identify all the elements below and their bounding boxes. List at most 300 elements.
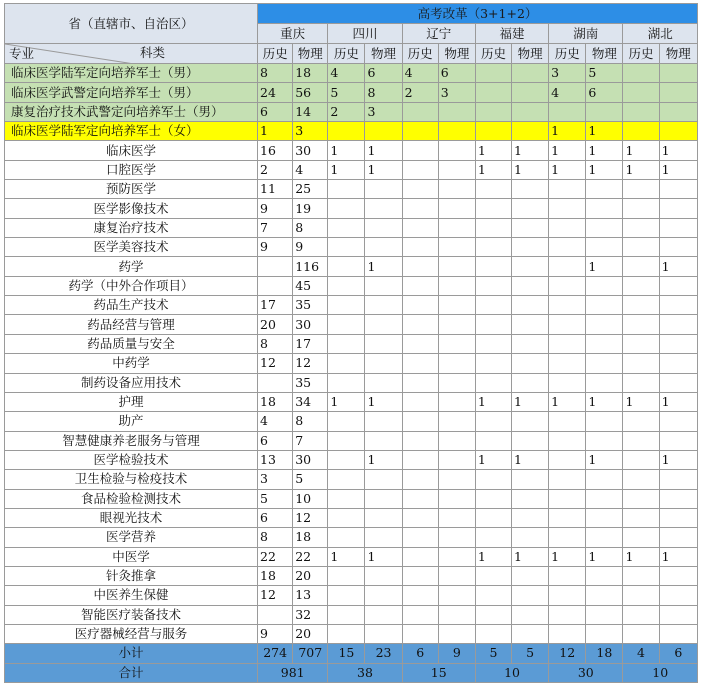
quota-cell — [549, 180, 586, 199]
major-name: 护理 — [5, 392, 258, 411]
quota-cell — [402, 470, 438, 489]
quota-cell: 1 — [549, 160, 586, 179]
quota-cell — [512, 180, 549, 199]
quota-cell: 1 — [623, 141, 659, 160]
quota-cell — [623, 276, 659, 295]
quota-cell — [328, 199, 365, 218]
quota-cell: 5 — [328, 83, 365, 102]
quota-cell — [512, 64, 549, 83]
quota-cell: 8 — [258, 64, 293, 83]
quota-cell: 1 — [586, 160, 623, 179]
quota-cell — [475, 296, 511, 315]
major-label: 专业 — [9, 46, 35, 61]
quota-cell — [512, 586, 549, 605]
major-name: 临床医学陆军定向培养军士（男） — [5, 64, 258, 83]
quota-cell — [438, 373, 475, 392]
major-name: 中药学 — [5, 354, 258, 373]
quota-cell — [659, 238, 697, 257]
quota-cell — [623, 566, 659, 585]
quota-cell: 10 — [293, 489, 328, 508]
quota-cell — [659, 64, 697, 83]
quota-cell — [365, 566, 402, 585]
quota-cell — [549, 354, 586, 373]
quota-cell: 1 — [258, 122, 293, 141]
quota-cell — [586, 373, 623, 392]
major-name: 医学检验技术 — [5, 450, 258, 469]
quota-cell — [475, 122, 511, 141]
quota-cell — [365, 122, 402, 141]
quota-cell — [512, 431, 549, 450]
quota-cell — [659, 354, 697, 373]
quota-cell: 3 — [293, 122, 328, 141]
subject-history: 历史 — [475, 44, 511, 64]
quota-cell — [512, 315, 549, 334]
quota-cell — [512, 257, 549, 276]
quota-cell — [659, 528, 697, 547]
quota-cell — [328, 296, 365, 315]
quota-cell — [475, 334, 511, 353]
quota-cell: 2 — [402, 83, 438, 102]
quota-cell: 30 — [293, 141, 328, 160]
quota-cell — [402, 122, 438, 141]
quota-cell — [402, 334, 438, 353]
table-row — [5, 528, 698, 547]
quota-cell — [258, 373, 293, 392]
major-name: 康复治疗技术 — [5, 218, 258, 237]
quota-cell: 1 — [512, 141, 549, 160]
major-name: 医疗器械经营与服务 — [5, 624, 258, 643]
subject-history: 历史 — [328, 44, 365, 64]
quota-cell — [365, 315, 402, 334]
quota-cell — [586, 489, 623, 508]
quota-cell — [586, 605, 623, 624]
total-row — [5, 663, 698, 682]
quota-cell: 1 — [549, 547, 586, 566]
quota-cell — [438, 276, 475, 295]
quota-cell — [586, 102, 623, 121]
quota-cell — [328, 354, 365, 373]
quota-cell — [402, 160, 438, 179]
quota-cell: 1 — [586, 122, 623, 141]
quota-cell — [438, 450, 475, 469]
quota-cell: 30 — [293, 315, 328, 334]
quota-cell — [586, 218, 623, 237]
total-cell: 38 — [328, 663, 402, 682]
major-name: 临床医学陆军定向培养军士（女） — [5, 122, 258, 141]
subject-history: 历史 — [549, 44, 586, 64]
quota-cell — [659, 218, 697, 237]
table-row — [5, 470, 698, 489]
major-name: 药品经营与管理 — [5, 315, 258, 334]
major-name: 针灸推拿 — [5, 566, 258, 585]
quota-cell: 1 — [512, 392, 549, 411]
quota-cell: 8 — [258, 334, 293, 353]
quota-cell — [549, 238, 586, 257]
subject-history: 历史 — [623, 44, 659, 64]
quota-cell — [402, 547, 438, 566]
total-label: 合计 — [5, 663, 258, 682]
total-cell: 981 — [258, 663, 328, 682]
quota-cell: 25 — [293, 180, 328, 199]
major-name: 医学影像技术 — [5, 199, 258, 218]
table-row — [5, 489, 698, 508]
table-row — [5, 296, 698, 315]
quota-cell — [402, 431, 438, 450]
major-name: 预防医学 — [5, 180, 258, 199]
quota-cell: 17 — [258, 296, 293, 315]
quota-cell: 7 — [258, 218, 293, 237]
subtotal-cell: 274 — [258, 644, 293, 663]
quota-cell — [402, 315, 438, 334]
quota-cell — [549, 276, 586, 295]
quota-cell: 18 — [293, 528, 328, 547]
quota-cell — [258, 276, 293, 295]
subtotal-cell: 23 — [365, 644, 402, 663]
quota-cell — [438, 122, 475, 141]
quota-cell — [623, 489, 659, 508]
quota-cell — [475, 276, 511, 295]
quota-cell — [402, 412, 438, 431]
quota-cell — [402, 102, 438, 121]
quota-cell: 1 — [549, 141, 586, 160]
quota-cell — [402, 218, 438, 237]
quota-cell — [623, 470, 659, 489]
quota-cell — [475, 412, 511, 431]
quota-cell — [438, 334, 475, 353]
quota-cell: 17 — [293, 334, 328, 353]
quota-cell: 1 — [586, 392, 623, 411]
quota-cell: 16 — [258, 141, 293, 160]
quota-cell — [328, 605, 365, 624]
table-row — [5, 160, 698, 179]
quota-cell — [438, 141, 475, 160]
quota-cell — [549, 450, 586, 469]
major-name: 医学美容技术 — [5, 238, 258, 257]
quota-cell: 34 — [293, 392, 328, 411]
quota-cell: 20 — [293, 566, 328, 585]
quota-cell — [512, 489, 549, 508]
quota-cell — [402, 141, 438, 160]
quota-cell: 1 — [623, 392, 659, 411]
subtotal-cell: 4 — [623, 644, 659, 663]
quota-cell: 116 — [293, 257, 328, 276]
quota-cell — [586, 586, 623, 605]
quota-cell — [659, 296, 697, 315]
quota-cell — [549, 605, 586, 624]
subject-physics: 物理 — [512, 44, 549, 64]
quota-cell — [438, 296, 475, 315]
quota-cell — [512, 334, 549, 353]
quota-cell — [475, 354, 511, 373]
quota-cell — [365, 586, 402, 605]
subtotal-cell: 5 — [475, 644, 511, 663]
quota-cell — [623, 528, 659, 547]
quota-cell: 56 — [293, 83, 328, 102]
quota-cell: 1 — [475, 160, 511, 179]
quota-cell — [549, 566, 586, 585]
quota-cell — [328, 508, 365, 527]
quota-cell — [438, 508, 475, 527]
quota-cell — [586, 354, 623, 373]
quota-cell — [328, 450, 365, 469]
quota-cell — [586, 199, 623, 218]
quota-cell: 6 — [438, 64, 475, 83]
province-name: 福建 — [475, 24, 548, 44]
quota-cell — [659, 276, 697, 295]
table-row — [5, 450, 698, 469]
quota-cell — [475, 218, 511, 237]
table-row — [5, 238, 698, 257]
quota-cell: 9 — [258, 199, 293, 218]
quota-cell — [512, 83, 549, 102]
quota-cell — [549, 489, 586, 508]
quota-cell: 1 — [328, 392, 365, 411]
quota-cell: 1 — [328, 160, 365, 179]
quota-cell: 1 — [365, 257, 402, 276]
quota-cell — [365, 528, 402, 547]
quota-cell — [549, 257, 586, 276]
quota-cell — [586, 470, 623, 489]
table-row — [5, 412, 698, 431]
quota-cell — [512, 566, 549, 585]
table-row — [5, 122, 698, 141]
quota-cell — [586, 296, 623, 315]
quota-cell — [549, 431, 586, 450]
quota-cell — [402, 238, 438, 257]
quota-cell: 12 — [293, 354, 328, 373]
quota-cell — [659, 470, 697, 489]
quota-cell — [659, 624, 697, 643]
province-header: 省（直辖市、自治区） — [5, 4, 258, 44]
quota-cell: 1 — [586, 257, 623, 276]
table-row — [5, 276, 698, 295]
quota-cell — [438, 412, 475, 431]
quota-cell — [623, 83, 659, 102]
table-row — [5, 566, 698, 585]
quota-cell — [623, 64, 659, 83]
quota-cell: 3 — [438, 83, 475, 102]
subtotal-cell: 707 — [293, 644, 328, 663]
quota-cell — [512, 122, 549, 141]
subtotal-row — [5, 644, 698, 663]
quota-cell: 18 — [258, 566, 293, 585]
quota-cell — [623, 218, 659, 237]
quota-cell — [475, 431, 511, 450]
quota-cell — [586, 412, 623, 431]
quota-cell — [438, 566, 475, 585]
quota-cell: 3 — [258, 470, 293, 489]
quota-cell: 1 — [475, 450, 511, 469]
quota-cell — [659, 180, 697, 199]
table-row — [5, 102, 698, 121]
quota-cell — [549, 296, 586, 315]
major-name: 康复治疗技术武警定向培养军士（男） — [5, 102, 258, 121]
quota-cell: 1 — [475, 547, 511, 566]
quota-cell — [623, 238, 659, 257]
quota-cell: 1 — [586, 547, 623, 566]
quota-cell — [659, 334, 697, 353]
quota-cell — [402, 450, 438, 469]
quota-cell — [475, 83, 511, 102]
quota-cell — [586, 334, 623, 353]
quota-cell — [475, 508, 511, 527]
quota-cell: 2 — [328, 102, 365, 121]
quota-cell: 6 — [258, 508, 293, 527]
quota-cell: 12 — [293, 508, 328, 527]
quota-cell: 6 — [365, 64, 402, 83]
quota-cell — [623, 102, 659, 121]
major-name: 中医养生保健 — [5, 586, 258, 605]
quota-cell — [623, 605, 659, 624]
quota-cell — [365, 199, 402, 218]
major-name: 口腔医学 — [5, 160, 258, 179]
quota-cell — [475, 624, 511, 643]
quota-cell — [402, 296, 438, 315]
quota-cell — [512, 605, 549, 624]
quota-cell — [365, 276, 402, 295]
quota-cell — [512, 528, 549, 547]
category-label: 科类 — [140, 45, 166, 60]
quota-cell: 11 — [258, 180, 293, 199]
quota-cell — [659, 412, 697, 431]
table-body — [5, 64, 698, 683]
quota-cell: 1 — [365, 547, 402, 566]
quota-cell: 4 — [258, 412, 293, 431]
subject-physics: 物理 — [659, 44, 697, 64]
total-cell: 10 — [623, 663, 698, 682]
quota-cell: 1 — [475, 141, 511, 160]
quota-cell — [549, 508, 586, 527]
quota-cell — [365, 296, 402, 315]
quota-cell — [549, 102, 586, 121]
major-name: 药学（中外合作项目） — [5, 276, 258, 295]
quota-cell: 12 — [258, 586, 293, 605]
quota-cell — [623, 431, 659, 450]
quota-cell — [365, 354, 402, 373]
total-cell: 30 — [549, 663, 623, 682]
quota-cell — [328, 373, 365, 392]
quota-cell — [659, 566, 697, 585]
quota-cell — [475, 586, 511, 605]
quota-cell — [512, 508, 549, 527]
quota-cell: 35 — [293, 296, 328, 315]
quota-cell — [438, 354, 475, 373]
quota-cell: 3 — [549, 64, 586, 83]
major-name: 临床医学武警定向培养军士（男） — [5, 83, 258, 102]
quota-cell — [512, 218, 549, 237]
subtotal-cell: 6 — [402, 644, 438, 663]
quota-cell — [659, 373, 697, 392]
major-name: 智能医疗装备技术 — [5, 605, 258, 624]
table-row — [5, 218, 698, 237]
major-name: 助产 — [5, 412, 258, 431]
quota-cell: 20 — [293, 624, 328, 643]
quota-cell — [475, 102, 511, 121]
quota-cell: 7 — [293, 431, 328, 450]
quota-cell — [475, 315, 511, 334]
quota-cell — [402, 257, 438, 276]
quota-cell — [438, 624, 475, 643]
quota-cell — [438, 431, 475, 450]
quota-cell — [328, 624, 365, 643]
quota-cell: 8 — [293, 412, 328, 431]
major-name: 制药设备应用技术 — [5, 373, 258, 392]
quota-cell: 1 — [328, 547, 365, 566]
quota-cell — [365, 470, 402, 489]
quota-cell — [475, 528, 511, 547]
quota-cell — [549, 315, 586, 334]
quota-cell — [623, 373, 659, 392]
total-cell: 15 — [402, 663, 475, 682]
quota-cell — [512, 102, 549, 121]
quota-cell — [512, 276, 549, 295]
quota-cell — [438, 586, 475, 605]
quota-cell — [402, 199, 438, 218]
quota-cell: 1 — [659, 141, 697, 160]
subtotal-label: 小计 — [5, 644, 258, 663]
quota-cell — [586, 315, 623, 334]
quota-cell — [623, 624, 659, 643]
diagonal-divider — [5, 44, 257, 64]
quota-cell — [438, 102, 475, 121]
table-row — [5, 586, 698, 605]
quota-cell: 12 — [258, 354, 293, 373]
quota-cell: 1 — [549, 122, 586, 141]
quota-cell: 1 — [586, 450, 623, 469]
quota-cell — [586, 566, 623, 585]
quota-cell — [512, 624, 549, 643]
quota-cell — [402, 276, 438, 295]
quota-cell — [328, 489, 365, 508]
quota-cell: 1 — [512, 547, 549, 566]
quota-cell: 5 — [586, 64, 623, 83]
quota-cell — [402, 489, 438, 508]
quota-cell — [328, 257, 365, 276]
quota-cell — [402, 586, 438, 605]
quota-cell — [438, 160, 475, 179]
subject-physics: 物理 — [586, 44, 623, 64]
quota-cell: 1 — [659, 257, 697, 276]
quota-cell — [438, 547, 475, 566]
quota-cell: 9 — [293, 238, 328, 257]
quota-cell: 1 — [549, 392, 586, 411]
quota-cell — [438, 605, 475, 624]
quota-cell — [659, 508, 697, 527]
quota-cell — [512, 238, 549, 257]
subject-history: 历史 — [402, 44, 438, 64]
quota-cell — [475, 470, 511, 489]
subject-physics: 物理 — [365, 44, 402, 64]
quota-cell — [659, 102, 697, 121]
subject-physics: 物理 — [293, 44, 328, 64]
quota-cell — [623, 199, 659, 218]
quota-cell: 22 — [293, 547, 328, 566]
quota-cell — [438, 470, 475, 489]
quota-cell — [623, 450, 659, 469]
quota-cell — [328, 276, 365, 295]
quota-cell — [512, 373, 549, 392]
quota-cell — [328, 238, 365, 257]
quota-cell — [475, 64, 511, 83]
quota-cell — [328, 528, 365, 547]
quota-cell: 6 — [586, 83, 623, 102]
quota-cell — [438, 180, 475, 199]
quota-cell: 1 — [623, 547, 659, 566]
quota-cell: 8 — [258, 528, 293, 547]
quota-cell: 18 — [258, 392, 293, 411]
table-row — [5, 141, 698, 160]
quota-cell — [365, 334, 402, 353]
